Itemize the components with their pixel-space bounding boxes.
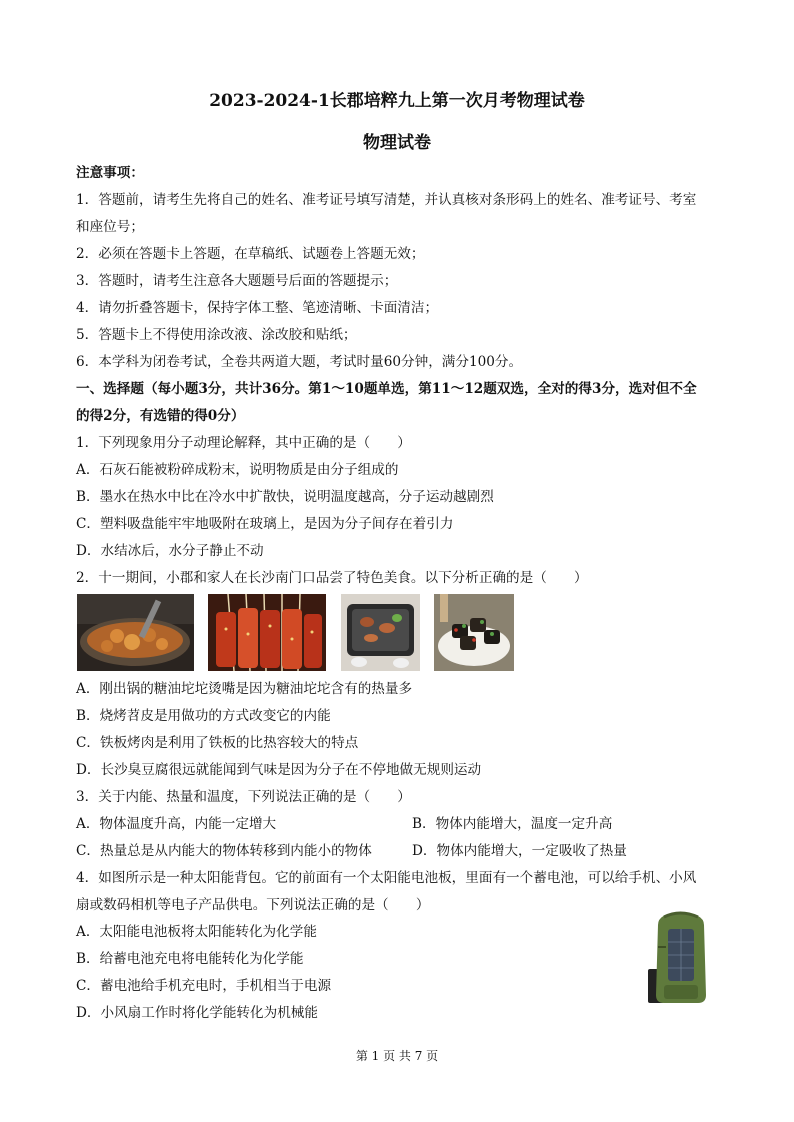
notice-item: 5．答题卡上不得使用涂改液、涂改胶和贴纸；: [76, 327, 357, 343]
q3-option-c: C．热量总是从内能大的物体转移到内能小的物体: [76, 843, 372, 859]
notice-item: 3．答题时，请考生注意各大题题号后面的答题提示；: [76, 273, 398, 289]
notice-heading: 注意事项：: [76, 165, 144, 181]
q4-option-b: B．给蓄电池充电将电能转化为化学能: [76, 951, 304, 967]
fried-food-photo: [77, 594, 194, 671]
q3-option-a: A．物体温度升高，内能一定增大: [76, 816, 277, 832]
q2-option-b: B．烧烤苕皮是用做功的方式改变它的内能: [76, 708, 331, 724]
q2-option-a: A．刚出锅的糖油坨坨烫嘴是因为糖油坨坨含有的热量多: [76, 681, 413, 697]
section-heading-cont: 的得2分，有选错的得0分）: [76, 408, 245, 424]
q1-option-b: B．墨水在热水中比在冷水中扩散快，说明温度越高，分子运动越剧烈: [76, 489, 494, 505]
q3-option-d: D．物体内能增大，一定吸收了热量: [412, 843, 627, 859]
q3-stem: 3．关于内能、热量和温度，下列说法正确的是（ ）: [76, 789, 411, 805]
notice-item: 和座位号；: [76, 219, 144, 235]
q1-stem: 1．下列现象用分子动理论解释，其中正确的是（ ）: [76, 435, 411, 451]
q2-option-d: D．长沙臭豆腐很远就能闻到气味是因为分子在不停地做无规则运动: [76, 762, 482, 778]
exam-subtitle: 物理试卷: [363, 133, 431, 153]
q4-stem: 4．如图所示是一种太阳能背包。它的前面有一个太阳能电池板，里面有一个蓄电池，可以给手机、小风: [76, 870, 697, 886]
stinky-tofu-photo: [434, 594, 514, 671]
q4-option-d: D．小风扇工作时将化学能转化为机械能: [76, 1005, 318, 1021]
notice-item: 1．答题前，请考生先将自己的姓名、准考证号填写清楚，并认真核对条形码上的姓名、准考证号、考室: [76, 192, 697, 208]
q3-option-b: B．物体内能增大，温度一定升高: [412, 816, 613, 832]
q4-stem-cont: 扇或数码相机等电子产品供电。下列说法正确的是（ ）: [76, 897, 430, 913]
solar-backpack-photo: [644, 907, 712, 1007]
skewer-photo: [208, 594, 326, 671]
section-heading: 一、选择题（每小题3分，共计36分。第1～10题单选，第11～12题双选，全对的得3分，选对但不全: [76, 381, 697, 397]
q2-option-c: C．铁板烤肉是利用了铁板的比热容较大的特点: [76, 735, 359, 751]
notice-item: 6．本学科为闭卷考试，全卷共两道大题，考试时量60分钟，满分100分。: [76, 354, 523, 370]
q4-option-a: A．太阳能电池板将太阳能转化为化学能: [76, 924, 317, 940]
q4-option-c: C．蓄电池给手机充电时，手机相当于电源: [76, 978, 332, 994]
exam-title: 2023-2024-1长郡培粹九上第一次月考物理试卷: [209, 91, 585, 111]
q1-option-a: A．石灰石能被粉碎成粉末，说明物质是由分子组成的: [76, 462, 399, 478]
iron-plate-photo: [341, 594, 420, 671]
q1-option-c: C．塑料吸盘能牢牢地吸附在玻璃上，是因为分子间存在着引力: [76, 516, 454, 532]
notice-item: 4．请勿折叠答题卡，保持字体工整、笔迹清晰、卡面清洁；: [76, 300, 439, 316]
q2-stem: 2．十一期间，小郡和家人在长沙南门口品尝了特色美食。以下分析正确的是（ ）: [76, 570, 588, 586]
notice-item: 2．必须在答题卡上答题，在草稿纸、试题卷上答题无效；: [76, 246, 425, 262]
page-number: 第 1 页 共 7 页: [355, 1049, 439, 1063]
q1-option-d: D．水结冰后，水分子静止不动: [76, 543, 264, 559]
